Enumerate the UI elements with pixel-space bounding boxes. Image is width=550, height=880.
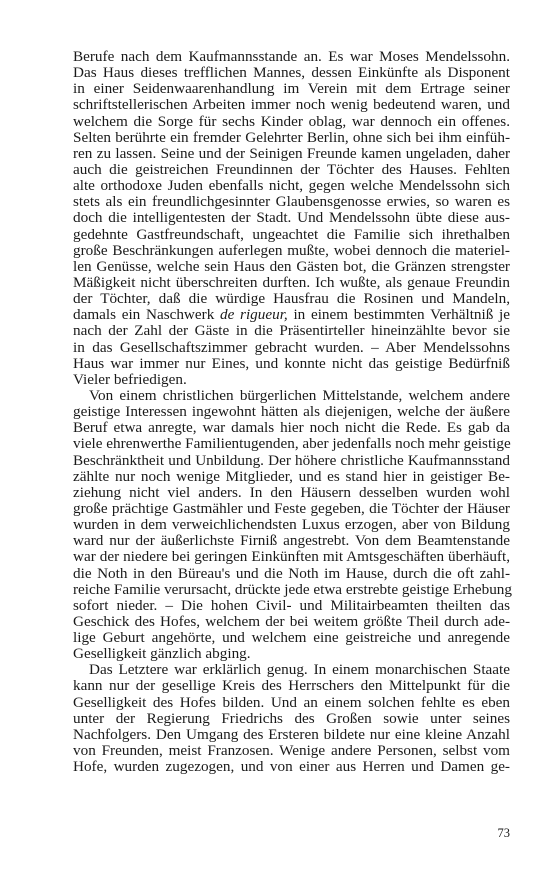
- text-line: ziehung nicht viel anders. In den Häusern desselben wurden wohl: [73, 483, 510, 501]
- text-line: [73, 307, 510, 323]
- text-line: nach der Zahl der Gäste in die Präsentirteller hineinzählte bevor sie: [73, 322, 510, 340]
- text-line: war der niedere bei geringen Einkünften mit Amtsgeschäften überhäuft,: [73, 548, 510, 566]
- text-line: in einer Seidenwaarenhandlung im Verein mit dem Ertrage seiner: [73, 80, 510, 98]
- text-line: große prächtige Gastmähler und Feste gegeben, die Töchter der Häuser: [73, 499, 510, 517]
- text-line: Beschränktheit und Unbildung. Der höhere christliche Kaufmannsstand: [73, 451, 510, 469]
- text-line: zählte nur noch wenige Mitglieder, und es stand hier in geistiger Be-: [73, 467, 510, 485]
- text-line: lige Geburt angehörte, und welchem eine geistreiche und anregende: [73, 629, 510, 647]
- text-line: Geschick des Hofes, welchem der bei weitem größte Theil durch ade-: [73, 612, 510, 630]
- text-line: Vieler befriedigen.: [73, 370, 187, 388]
- text-line: stets als ein freundlichgesinnter Glaubensgenosse erwies, so waren es: [73, 193, 510, 211]
- text-line: in das Gesellschaftszimmer gebracht wurden. – Aber Mendelssohns: [73, 338, 510, 356]
- body-text: [73, 49, 510, 775]
- page-number: 73: [497, 826, 510, 840]
- text-segment: in einem bestimmten Verhältniß je: [287, 306, 510, 324]
- text-line: Berufe nach dem Kaufmannsstande an. Es war Moses Mendelssohn.: [73, 48, 510, 65]
- text-line: welchem die Sorge für sechs Kinder oblag, war dennoch ein offenes.: [73, 112, 510, 130]
- text-line: Das Haus dieses trefflichen Mannes, dessen Einkünfte als Disponent: [73, 64, 510, 82]
- text-line: schriftstellerischen Arbeiten immer noch wenig bedeutend waren, und: [73, 96, 510, 114]
- text-line: Haus war immer nur Eines, und konnte nicht das geistige Bedürfniß: [73, 354, 510, 372]
- text-line: von Freunden, meist Franzosen. Wenige andere Personen, selbst vom: [73, 742, 510, 760]
- text-line: Nachfolgers. Den Umgang des Ersteren bildete nur eine kleine Anzahl: [73, 725, 510, 743]
- text-line: viele ehrenwerthe Familientugenden, aber jedenfalls noch mehr geistige: [73, 435, 511, 453]
- text-line: Beruf etwa anregte, war damals hier noch nicht die Rede. Es gab da: [73, 419, 510, 437]
- text-line: die Noth in den Büreau's und die Noth im Hause, durch die oft zahl-: [73, 564, 510, 582]
- text-line: der Töchter, daß die würdige Hausfrau die Rosinen und Mandeln,: [73, 290, 510, 308]
- text-line: alte orthodoxe Juden ebenfalls nicht, gegen welche Mendelssohn sich: [73, 177, 510, 195]
- text-line: kann nur der gesellige Kreis des Herrschers den Mittelpunkt für die: [73, 677, 510, 695]
- text-line: gedehnte Gastfreundschaft, ungeachtet die Familie sich ihrethalben: [73, 225, 510, 243]
- text-line: doch die intelligentesten der Stadt. Und Mendelssohn übte diese aus-: [73, 209, 510, 227]
- text-line: ren zu lassen. Seine und der Seinigen Freunde kamen ungeladen, daher: [73, 144, 510, 162]
- text-line: wurden in dem verweichlichendsten Luxus erzogen, aber von Bildung: [73, 516, 510, 534]
- text-line: reiche Familie verursacht, drückte jede etwa erstrebte geistige Erhebung: [73, 580, 512, 598]
- text-line: Selten berührte ein fremder Gelehrter Berlin, ohne sich bei ihm einfüh-: [73, 128, 510, 146]
- text-line: Mäßigkeit nicht überschreiten durften. Ich wußte, als genaue Freundin: [73, 273, 510, 291]
- text-line: Das Letztere war erklärlich genug. In einem monarchischen Staate: [89, 661, 510, 679]
- text-line: Geselligkeit gänzlich abging.: [73, 645, 251, 663]
- text-line: sofort nieder. – Die hohen Civil- und Militairbeamten theilten das: [73, 596, 510, 614]
- text-line: geistige Interessen ingewohnt hätten als diejenigen, welche der äußere: [73, 403, 510, 421]
- text-line: ward nur der äußerlichste Firniß angestrebt. Von dem Beamtenstande: [73, 532, 510, 550]
- text-line: Von einem christlichen bürgerlichen Mittelstande, welchem andere: [89, 386, 510, 404]
- italic-phrase: de rigueur,: [220, 306, 288, 324]
- text-line: große Beschränkungen auferlegen mußte, wobei dennoch die materiel-: [73, 241, 510, 259]
- text-line: len Genüsse, welche sein Haus den Gästen bot, die Gränzen strengster: [73, 257, 510, 275]
- text-line: Geselligkeit des Hofes bilden. Und an einem solchen fehlte es eben: [73, 693, 510, 711]
- text-segment: damals ein Naschwerk: [73, 306, 221, 324]
- text-line: unter der Regierung Friedrichs des Großen sowie unter seines: [73, 709, 510, 727]
- text-line: Hofe, wurden zugezogen, und von einer aus Herren und Damen ge-: [73, 758, 510, 776]
- text-line: auch die geistreichen Freundinnen der Töchter des Hauses. Fehlten: [73, 160, 510, 178]
